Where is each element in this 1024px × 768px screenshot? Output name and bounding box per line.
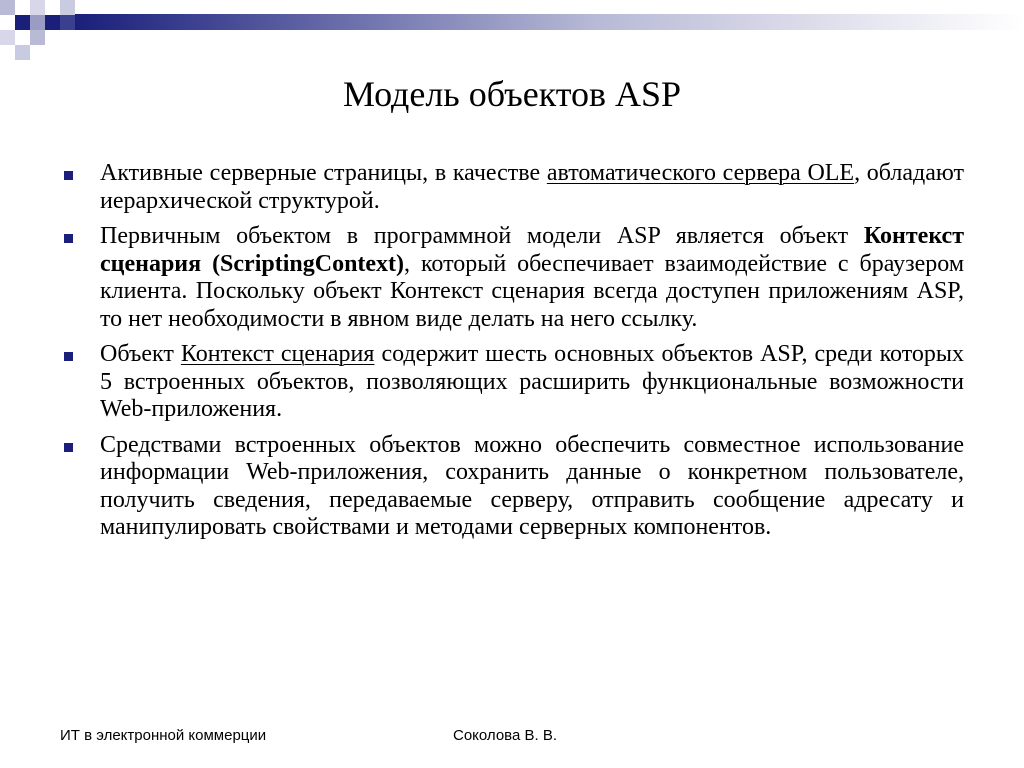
- text-run: , обладают иерархической структурой.: [100, 160, 964, 214]
- footer-course: ИТ в электронной коммерции: [60, 727, 267, 744]
- underlined-term[interactable]: Контекст сценария: [180, 341, 375, 367]
- footer-author: Соколова В. В.: [453, 727, 558, 744]
- square-bullet-icon: [64, 443, 73, 452]
- bold-term: Контекст сценария: [100, 223, 964, 277]
- text-run: [201, 251, 212, 277]
- deco-square: [60, 15, 75, 30]
- deco-square: [30, 0, 45, 15]
- deco-square: [30, 15, 45, 30]
- text-run: Активные серверные страницы, в качестве: [100, 160, 547, 186]
- text-run: , который обеспечивает взаимодействие с браузером клиента. Поскольку объект Контекст сценария всегда доступен приложениям ASP, то нет необходимости в явном виде делать на него ссылку.: [100, 250, 965, 332]
- deco-square: [15, 45, 30, 60]
- bullet-text: [100, 341, 964, 424]
- deco-square: [0, 30, 15, 45]
- deco-square: [15, 15, 30, 30]
- bullet-text: [100, 432, 964, 542]
- square-bullet-icon: [64, 352, 73, 361]
- deco-square: [15, 30, 30, 45]
- text-run: Средствами встроенных объектов можно обеспечить совместное использование информации Web-приложения, сохранить данные о конкретном пользователе, получить сведения, передаваемые серверу, отправить сообщение адресату и манипулировать свойствами и методами серверных компонентов.: [100, 431, 964, 540]
- square-bullet-icon: [64, 171, 73, 180]
- gradient-band: [75, 14, 1024, 30]
- deco-square: [0, 0, 15, 15]
- slide-title: Модель объектов ASP: [342, 74, 682, 114]
- text-run: Объект: [100, 341, 181, 367]
- text-run: Первичным объектом в программной модели ASP является объект: [100, 223, 864, 249]
- bullet-text: [100, 160, 964, 215]
- deco-square: [0, 15, 15, 30]
- header-decoration: [0, 0, 1024, 70]
- bullet-list: [60, 160, 964, 550]
- bullet-text: [100, 223, 964, 333]
- deco-square: [45, 15, 60, 30]
- bullet-item: [60, 341, 964, 424]
- bullet-item: [60, 160, 964, 215]
- deco-square: [30, 45, 45, 60]
- deco-square: [30, 30, 45, 45]
- deco-square: [45, 0, 60, 15]
- bullet-item: [60, 432, 964, 542]
- deco-square: [60, 0, 75, 15]
- deco-square: [45, 30, 60, 45]
- deco-square: [15, 0, 30, 15]
- bold-term: (ScriptingContext): [212, 250, 405, 277]
- text-run: содержит шесть основных объектов ASP, среди которых 5 встроенных объектов, позволяющих расширить функциональные возможности Web-приложения.: [100, 341, 964, 422]
- square-bullet-icon: [64, 234, 73, 243]
- underlined-term[interactable]: автоматического сервера OLE: [546, 160, 855, 186]
- bullet-item: [60, 223, 964, 333]
